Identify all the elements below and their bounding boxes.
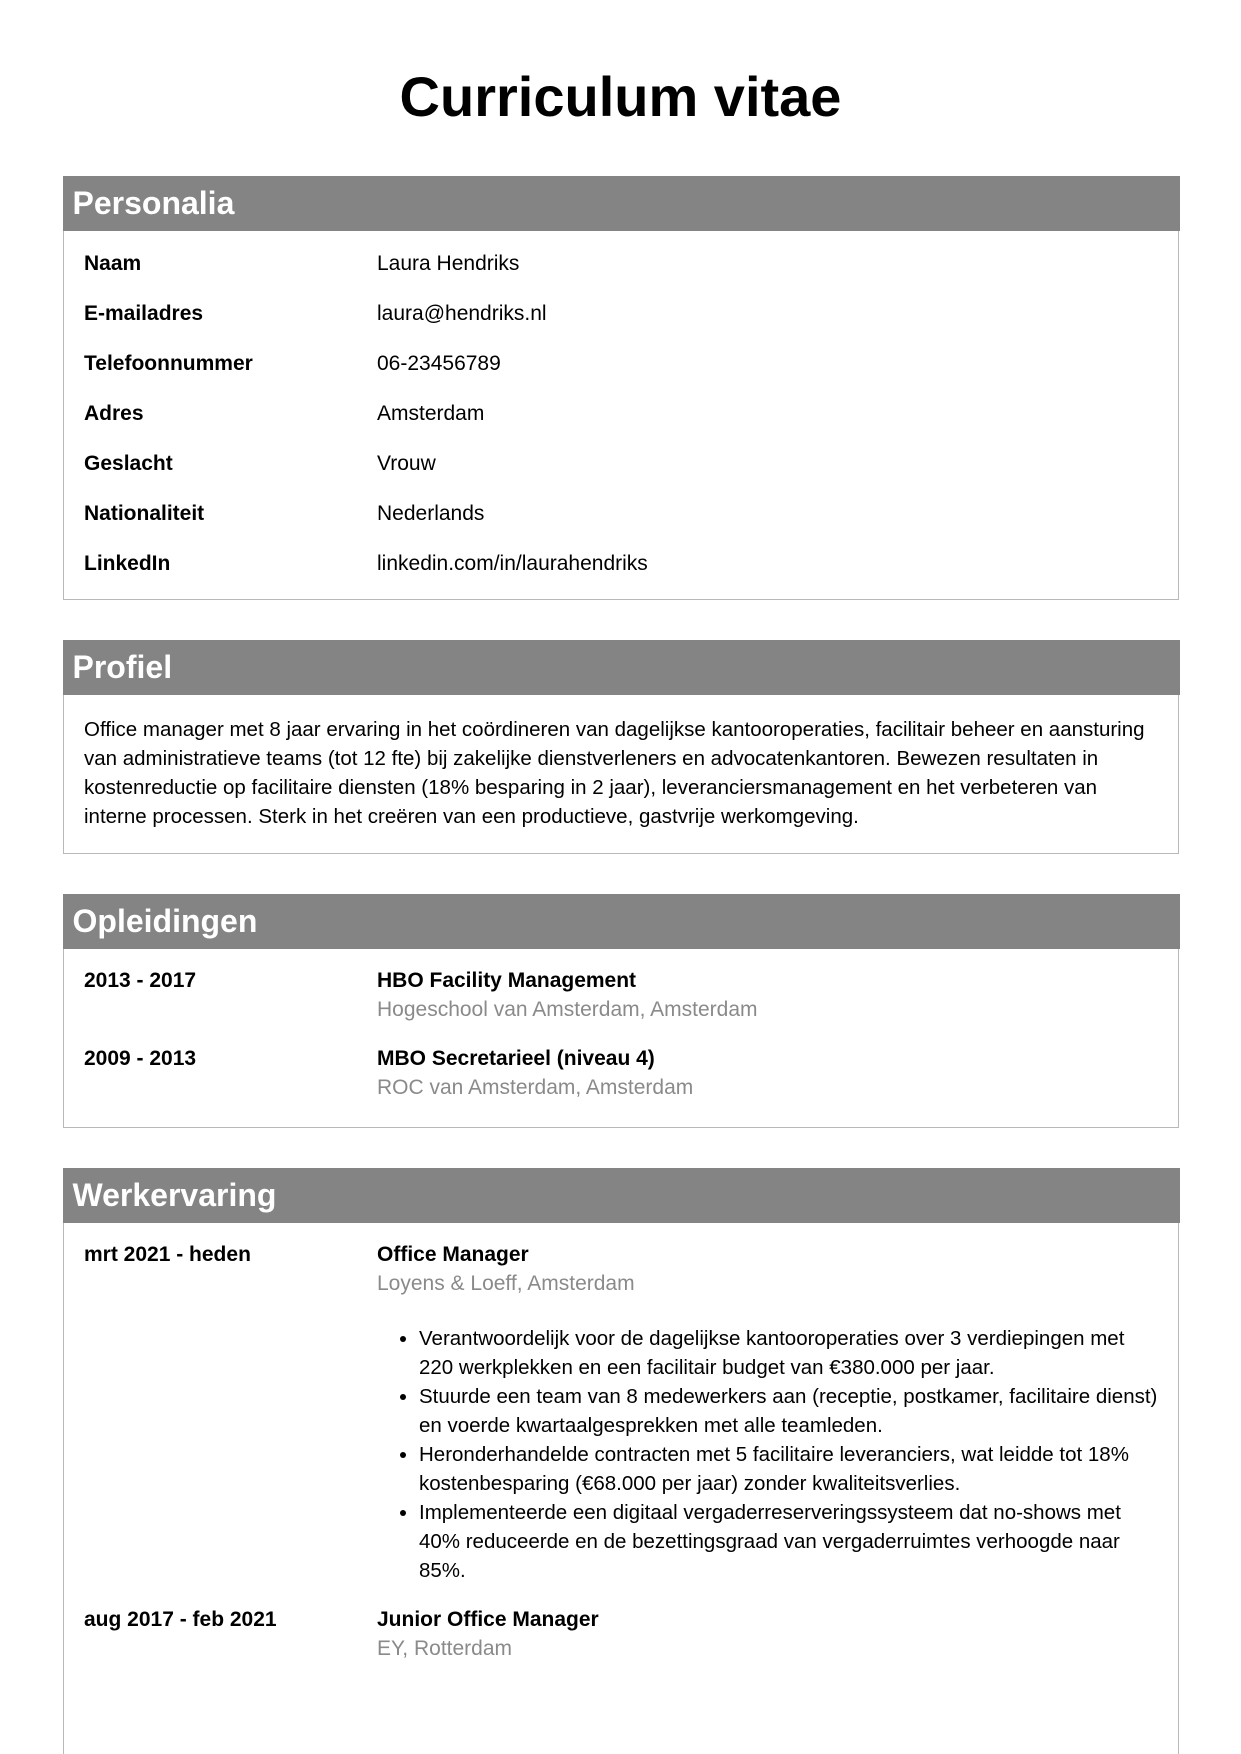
profiel-heading: Profiel xyxy=(63,640,1180,695)
kv-value: Amsterdam xyxy=(377,401,485,425)
kv-value: Laura Hendriks xyxy=(377,251,520,275)
email-value: laura@hendriks.nl xyxy=(377,301,547,325)
kv-label: Naam xyxy=(84,251,142,275)
page-title: Curriculum vitae xyxy=(399,65,842,128)
education-period: 2013 - 2017 xyxy=(84,968,197,992)
education-institution: ROC van Amsterdam, Amsterdam xyxy=(377,1075,694,1099)
personalia-row-nationaliteit xyxy=(64,499,1178,549)
job-employer: EY, Rotterdam xyxy=(377,1636,513,1660)
profiel-section xyxy=(63,640,1179,854)
opleidingen-heading: Opleidingen xyxy=(63,894,1180,949)
job-employer: Loyens & Loeff, Amsterdam xyxy=(377,1271,635,1295)
job-body xyxy=(377,1240,1178,1585)
job-period: aug 2017 - feb 2021 xyxy=(84,1607,277,1631)
kv-label: LinkedIn xyxy=(84,551,171,575)
job-responsibilities xyxy=(377,1324,1158,1585)
education-entry xyxy=(64,1044,1178,1102)
kv-label: E-mailadres xyxy=(84,301,204,325)
kv-value: Vrouw xyxy=(377,451,436,475)
personalia-row-geslacht xyxy=(64,449,1178,499)
personalia-row-adres xyxy=(64,399,1178,449)
list-item: • Verantwoordelijk voor de dagelijkse kantooroperaties over 3 verdiepingen met 220 werkplekken en een facilitair budget van €380.000 per jaar. xyxy=(419,1324,1158,1382)
kv-label: Geslacht xyxy=(84,451,173,475)
education-title: MBO Secretarieel (niveau 4) xyxy=(377,1046,655,1070)
education-institution: Hogeschool van Amsterdam, Amsterdam xyxy=(377,997,758,1021)
education-entry xyxy=(64,966,1178,1024)
opleidingen-section xyxy=(63,894,1179,1128)
kv-value: Nederlands xyxy=(377,501,485,525)
kv-label: Telefoonnummer xyxy=(84,351,253,375)
personalia-row-naam xyxy=(64,249,1178,299)
job-entry xyxy=(64,1605,1178,1663)
job-title: Office Manager xyxy=(377,1242,529,1266)
personalia-row-linkedin xyxy=(64,549,1178,599)
education-body xyxy=(377,966,1178,1024)
profile-summary: Office manager met 8 jaar ervaring in het coördineren van dagelijkse kantooroperaties, facilitair beheer en aansturing van administratieve teams (tot 12 fte) bij zakelijke dienstverleners en advocatenkantoren. Bewezen resultaten in kostenreductie op facilitaire diensten (18% besparing in 2 jaar), leveranciersmanagement en het verbeteren van interne processen. Sterk in het creëren van een productieve, gastvrije werkomgeving. xyxy=(84,717,1145,828)
education-body xyxy=(377,1044,1178,1102)
list-item: • Heronderhandelde contracten met 5 facilitaire leveranciers, wat leidde tot 18% kostenbesparing (€68.000 per jaar) zonder kwaliteitsverlies. xyxy=(419,1440,1158,1498)
education-title: HBO Facility Management xyxy=(377,968,637,992)
werkervaring-heading: Werkervaring xyxy=(63,1168,1180,1223)
linkedin-value: linkedin.com/in/laurahendriks xyxy=(377,551,648,575)
werkervaring-section xyxy=(63,1168,1179,1754)
werkervaring-list xyxy=(64,1223,1178,1663)
opleidingen-list xyxy=(64,949,1178,1102)
personalia-row-telefoon xyxy=(64,349,1178,399)
kv-label: Nationaliteit xyxy=(84,501,205,525)
list-item: • Stuurde een team van 8 medewerkers aan (receptie, postkamer, facilitaire dienst) en voerde kwartaalgesprekken met alle teamleden. xyxy=(419,1382,1158,1440)
personalia-list xyxy=(64,231,1178,609)
kv-label: Adres xyxy=(84,401,144,425)
personalia-section xyxy=(63,176,1179,600)
job-period: mrt 2021 - heden xyxy=(84,1242,251,1266)
job-entry xyxy=(64,1240,1178,1585)
list-item: • Implementeerde een digitaal vergaderreserveringssysteem dat no-shows met 40% reduceerde en de bezettingsgraad van vergaderruimtes verhoogde naar 85%. xyxy=(419,1498,1158,1585)
job-body xyxy=(377,1605,1178,1663)
personalia-heading: Personalia xyxy=(63,176,1180,231)
job-title: Junior Office Manager xyxy=(377,1607,599,1631)
education-period: 2009 - 2013 xyxy=(84,1046,197,1070)
kv-value: 06-23456789 xyxy=(377,351,501,375)
personalia-row-email xyxy=(64,299,1178,349)
